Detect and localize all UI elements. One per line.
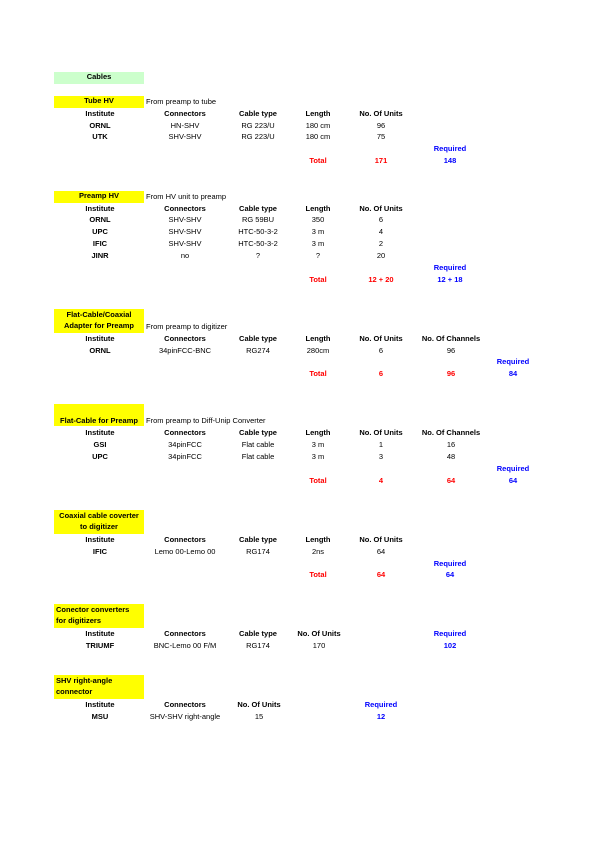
total-label: Total bbox=[309, 570, 327, 579]
section-desc-tube-hv: From preamp to tube bbox=[146, 97, 217, 106]
header-connectors: Connectors bbox=[164, 700, 206, 709]
section-title-line1: Coaxial cable coverter bbox=[59, 511, 139, 520]
cell-connectors: SHV-SHV bbox=[168, 239, 202, 248]
section-title-line2: for digitizers bbox=[56, 616, 102, 625]
cell-units: 6 bbox=[378, 346, 384, 355]
header-length: Length bbox=[305, 204, 331, 213]
cell-cable-type: RG 59BU bbox=[241, 215, 275, 224]
header-units: No. Of Units bbox=[359, 204, 403, 213]
header-institute: Institute bbox=[85, 700, 115, 709]
section-title-coax-converter bbox=[54, 510, 144, 534]
total-label: Total bbox=[309, 156, 327, 165]
cell-units: 3 bbox=[378, 452, 384, 461]
total-label: Total bbox=[309, 275, 327, 284]
section-title-shv-right-angle bbox=[54, 675, 144, 699]
header-units: No. Of Units bbox=[359, 109, 403, 118]
section-title-line2: Adapter for Preamp bbox=[63, 321, 135, 330]
section-title-line1: Conector converters bbox=[56, 605, 130, 614]
cell-connectors: HN-SHV bbox=[170, 121, 200, 130]
section-title-flat-preamp bbox=[54, 404, 144, 426]
required-label: Required bbox=[433, 559, 467, 568]
section-title-text: Flat-Cable for Preamp bbox=[60, 416, 138, 425]
cell-institute: GSI bbox=[93, 440, 107, 449]
cell-institute: IFIC bbox=[92, 239, 108, 248]
section-title-preamp-hv: Preamp HV bbox=[54, 191, 144, 203]
section-title-tube-hv: Tube HV bbox=[54, 96, 144, 108]
section-title-flat-coax bbox=[54, 309, 144, 333]
cell-length: 350 bbox=[311, 215, 325, 224]
cell-length: 3 m bbox=[311, 452, 325, 461]
cell-units: 96 bbox=[376, 121, 386, 130]
cell-institute: ORNL bbox=[89, 346, 111, 355]
header-length: Length bbox=[305, 428, 331, 437]
header-connectors: Connectors bbox=[164, 629, 206, 638]
required-value: 12 bbox=[376, 712, 386, 721]
required-label: Required bbox=[433, 629, 467, 638]
cell-institute: TRIUMF bbox=[85, 641, 115, 650]
cell-institute: UPC bbox=[92, 452, 108, 461]
cell-connectors: SHV-SHV bbox=[168, 132, 202, 141]
required-label: Required bbox=[496, 357, 530, 366]
cell-cable-type: Flat cable bbox=[241, 440, 275, 449]
cell-length: ? bbox=[315, 251, 321, 260]
section-desc-preamp-hv: From HV unit to preamp bbox=[146, 192, 227, 201]
required-label: Required bbox=[496, 464, 530, 473]
header-channels: No. Of Channels bbox=[421, 334, 481, 343]
cell-cable-type: RG 223/U bbox=[241, 132, 275, 141]
cell-institute: IFIC bbox=[92, 547, 108, 556]
section-title-line1: Flat-Cable/Coaxial bbox=[66, 310, 132, 319]
header-cable-type: Cable type bbox=[239, 204, 277, 213]
header-length: Length bbox=[305, 109, 331, 118]
cell-institute: ORNL bbox=[89, 121, 111, 130]
cell-length: 3 m bbox=[311, 440, 325, 449]
total-units: 6 bbox=[378, 369, 384, 378]
cell-connectors: 34pinFCC bbox=[168, 452, 202, 461]
section-title-conector-converters bbox=[54, 604, 144, 628]
cell-cable-type: Flat cable bbox=[241, 452, 275, 461]
header-cable-type: Cable type bbox=[239, 629, 277, 638]
total-channels: 64 bbox=[446, 476, 456, 485]
header-cable-type: Cable type bbox=[239, 428, 277, 437]
header-units: No. Of Units bbox=[237, 700, 281, 709]
cell-units: 64 bbox=[376, 547, 386, 556]
cell-institute: UTK bbox=[92, 132, 108, 141]
total-value: 12 + 20 bbox=[368, 275, 394, 284]
section-title-line1: SHV right-angle bbox=[56, 676, 113, 685]
section-title-line2: to digitizer bbox=[80, 522, 118, 531]
cell-institute: MSU bbox=[91, 712, 109, 721]
cell-units: 20 bbox=[376, 251, 386, 260]
header-connectors: Connectors bbox=[164, 204, 206, 213]
required-value: 12 + 18 bbox=[437, 275, 463, 284]
total-units: 4 bbox=[378, 476, 384, 485]
header-units: No. Of Units bbox=[297, 629, 341, 638]
cell-units: 15 bbox=[254, 712, 264, 721]
cell-units: 6 bbox=[378, 215, 384, 224]
header-institute: Institute bbox=[85, 535, 115, 544]
section-desc-flat-coax: From preamp to digitizer bbox=[146, 322, 228, 331]
total-label: Total bbox=[309, 369, 327, 378]
cell-units: 75 bbox=[376, 132, 386, 141]
header-connectors: Connectors bbox=[164, 334, 206, 343]
cell-cable-type: RG174 bbox=[246, 641, 270, 650]
header-institute: Institute bbox=[85, 334, 115, 343]
required-value: 64 bbox=[508, 476, 518, 485]
cell-institute: ORNL bbox=[89, 215, 111, 224]
cell-connectors: BNC-Lemo 00 F/M bbox=[153, 641, 217, 650]
header-units: No. Of Units bbox=[359, 428, 403, 437]
header-institute: Institute bbox=[85, 629, 115, 638]
header-connectors: Connectors bbox=[164, 535, 206, 544]
cell-cable-type: HTC-50-3-2 bbox=[238, 227, 278, 236]
header-cable-type: Cable type bbox=[239, 109, 277, 118]
cell-cable-type: HTC-50-3-2 bbox=[238, 239, 278, 248]
page-title: Cables bbox=[54, 72, 144, 84]
section-desc-flat-preamp: From preamp to Diff-Unip Converter bbox=[146, 416, 266, 425]
required-value: 84 bbox=[508, 369, 518, 378]
cell-institute: JINR bbox=[91, 251, 109, 260]
cell-institute: UPC bbox=[92, 227, 108, 236]
cell-length: 280cm bbox=[306, 346, 330, 355]
cell-connectors: SHV-SHV bbox=[168, 227, 202, 236]
header-length: Length bbox=[305, 334, 331, 343]
cell-length: 3 m bbox=[311, 227, 325, 236]
header-units: No. Of Units bbox=[359, 334, 403, 343]
header-units: No. Of Units bbox=[359, 535, 403, 544]
cell-channels: 96 bbox=[446, 346, 456, 355]
required-label: Required bbox=[433, 144, 467, 153]
cell-connectors: 34pinFCC-BNC bbox=[158, 346, 212, 355]
required-label: Required bbox=[433, 263, 467, 272]
header-connectors: Connectors bbox=[164, 428, 206, 437]
cell-channels: 48 bbox=[446, 452, 456, 461]
cell-length: 3 m bbox=[311, 239, 325, 248]
cell-connectors: SHV-SHV right-angle bbox=[149, 712, 221, 721]
total-label: Total bbox=[309, 476, 327, 485]
cell-length: 180 cm bbox=[305, 121, 331, 130]
cell-cable-type: RG174 bbox=[246, 547, 270, 556]
required-value: 64 bbox=[445, 570, 455, 579]
header-institute: Institute bbox=[85, 428, 115, 437]
header-length: Length bbox=[305, 535, 331, 544]
cell-cable-type: RG 223/U bbox=[241, 121, 275, 130]
cell-cable-type: RG274 bbox=[246, 346, 270, 355]
header-cable-type: Cable type bbox=[239, 535, 277, 544]
cell-connectors: SHV-SHV bbox=[168, 215, 202, 224]
total-value: 171 bbox=[374, 156, 388, 165]
header-institute: Institute bbox=[85, 109, 115, 118]
required-value: 148 bbox=[443, 156, 457, 165]
header-connectors: Connectors bbox=[164, 109, 206, 118]
cell-length: 180 cm bbox=[305, 132, 331, 141]
header-channels: No. Of Channels bbox=[421, 428, 481, 437]
required-value: 102 bbox=[443, 641, 457, 650]
total-channels: 96 bbox=[446, 369, 456, 378]
cell-cable-type: ? bbox=[255, 251, 261, 260]
header-institute: Institute bbox=[85, 204, 115, 213]
cell-units: 4 bbox=[378, 227, 384, 236]
total-value: 64 bbox=[376, 570, 386, 579]
header-cable-type: Cable type bbox=[239, 334, 277, 343]
required-label: Required bbox=[364, 700, 398, 709]
cell-connectors: no bbox=[180, 251, 190, 260]
cell-units: 2 bbox=[378, 239, 384, 248]
cell-units: 1 bbox=[378, 440, 384, 449]
cell-length: 2ns bbox=[311, 547, 325, 556]
section-title-line2: connector bbox=[56, 687, 93, 696]
cell-units: 170 bbox=[312, 641, 326, 650]
cell-channels: 16 bbox=[446, 440, 456, 449]
cell-connectors: 34pinFCC bbox=[168, 440, 202, 449]
cell-connectors: Lemo 00-Lemo 00 bbox=[154, 547, 216, 556]
